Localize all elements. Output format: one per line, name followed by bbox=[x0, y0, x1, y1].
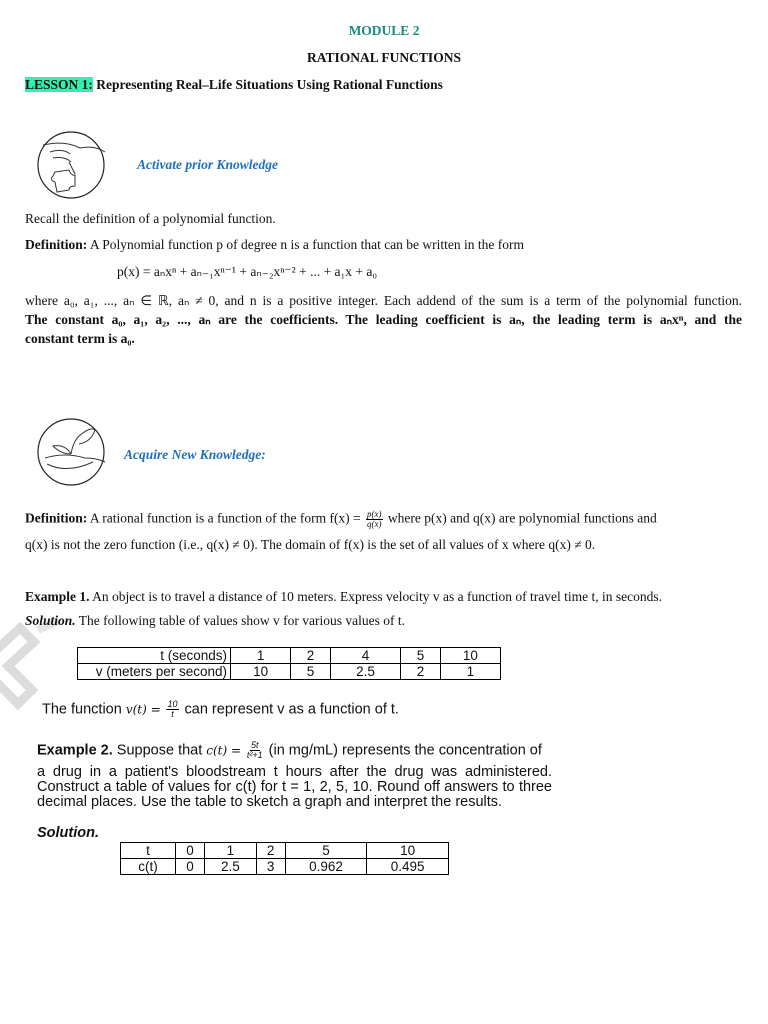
definition-label: Definition: bbox=[25, 237, 88, 252]
table-cell: 2 bbox=[256, 843, 285, 859]
text: can represent v as a function of t. bbox=[180, 701, 399, 718]
function-name: c(t) = bbox=[206, 743, 245, 758]
table-cell: 0.962 bbox=[285, 859, 367, 875]
rational-definition-line-2: q(x) is not the zero function (i.e., q(x) ≠ 0). The domain of f(x) is the set of all values of x where q(x) ≠ 0. bbox=[25, 537, 596, 552]
definition-text: A rational function is a function of the form f(x) = bbox=[87, 510, 365, 526]
page-title: RATIONAL FUNCTIONS bbox=[307, 50, 461, 65]
numerator: 10 bbox=[167, 699, 178, 709]
fraction bbox=[166, 700, 178, 719]
lesson-title: Representing Real–Life Situations Using Rational Functions bbox=[92, 77, 443, 92]
table-cell: 2.5 bbox=[330, 664, 400, 680]
concentration-table bbox=[120, 842, 449, 875]
definition-text: where p(x) and q(x) are polynomial functions and bbox=[384, 510, 657, 526]
table-row bbox=[121, 843, 449, 859]
example-2-solution-label: Solution. bbox=[37, 825, 100, 841]
lesson-heading bbox=[25, 77, 443, 93]
velocity-conclusion bbox=[42, 700, 399, 719]
table-cell: 5 bbox=[285, 843, 367, 859]
table-cell: 0 bbox=[176, 843, 205, 859]
table-cell: 1 bbox=[205, 843, 257, 859]
example-label: Example 1. bbox=[25, 589, 90, 604]
table-cell: 1 bbox=[440, 664, 500, 680]
table-row bbox=[121, 859, 449, 875]
text: (in mg/mL) represents the concentration of bbox=[264, 742, 542, 759]
example-2-line-3: Construct a table of values for c(t) for t = 1, 2, 5, 10. Round off answers to three bbox=[37, 779, 552, 795]
function-name: v(t) = bbox=[125, 702, 165, 717]
denominator: t²+1 bbox=[246, 750, 263, 760]
table-cell: 0.495 bbox=[367, 859, 449, 875]
table-cell: 0 bbox=[176, 859, 205, 875]
table-cell: 2 bbox=[291, 648, 331, 664]
solution-text: The following table of values show v for various values of t. bbox=[75, 613, 405, 628]
example-text: An object is to travel a distance of 10 meters. Express velocity v as a function of travel time t, in seconds. bbox=[89, 589, 662, 604]
table-cell: 4 bbox=[330, 648, 400, 664]
table-cell: c(t) bbox=[121, 859, 176, 875]
denominator: t bbox=[171, 709, 174, 719]
recall-text: Recall the definition of a polynomial function. bbox=[25, 211, 276, 226]
table-cell: 3 bbox=[256, 859, 285, 875]
example-1 bbox=[25, 589, 662, 605]
table-cell: 10 bbox=[367, 843, 449, 859]
numerator: p(x) bbox=[367, 509, 382, 519]
where-line-3: constant term is a₀. bbox=[25, 331, 135, 346]
solution-label: Solution. bbox=[25, 613, 76, 628]
table-cell: 2.5 bbox=[205, 859, 257, 875]
section-heading-activate: Activate prior Knowledge bbox=[137, 157, 278, 172]
polynomial-definition bbox=[25, 237, 524, 253]
table-cell: 1 bbox=[231, 648, 291, 664]
table-cell: 2 bbox=[401, 664, 441, 680]
example-2-line-1 bbox=[37, 741, 542, 760]
table-cell: v (meters per second) bbox=[78, 664, 231, 680]
table-cell: t bbox=[121, 843, 176, 859]
table-row bbox=[78, 664, 501, 680]
table-cell: t (seconds) bbox=[78, 648, 231, 664]
velocity-table bbox=[77, 647, 501, 680]
definition-label: Definition: bbox=[25, 510, 88, 526]
hand-plant-icon bbox=[35, 418, 107, 488]
section-heading-acquire: Acquire New Knowledge: bbox=[124, 447, 266, 462]
table-cell: 5 bbox=[291, 664, 331, 680]
numerator: 5t bbox=[251, 740, 259, 750]
table-cell: 10 bbox=[231, 664, 291, 680]
table-cell: 10 bbox=[440, 648, 500, 664]
polynomial-formula: p(x) = aₙxⁿ + aₙ₋₁xⁿ⁻¹ + aₙ₋₂xⁿ⁻² + ... + a₁x + a₀ bbox=[117, 264, 378, 279]
table-row bbox=[78, 648, 501, 664]
where-line-2: The constant a₀, a₁, a₂, ..., aₙ are the coefficients. The leading coefficient is aₙ, the leading term is aₙxⁿ, and the bbox=[25, 312, 742, 327]
text: Suppose that bbox=[112, 742, 207, 759]
fraction bbox=[247, 741, 263, 760]
definition-text: A Polynomial function p of degree n is a function that can be written in the form bbox=[87, 237, 525, 252]
module-label: MODULE 2 bbox=[348, 23, 420, 38]
example-2-line-2: a drug in a patient's bloodstream t hours after the drug was administered. bbox=[37, 764, 552, 780]
denominator: q(x) bbox=[367, 519, 382, 529]
example-2-line-4: decimal places. Use the table to sketch a graph and interpret the results. bbox=[37, 794, 503, 810]
where-line-1: where a₀, a₁, ..., aₙ ∈ ℝ, aₙ ≠ 0, and n is a positive integer. Each addend of the sum is a term of the polynomial function. bbox=[25, 293, 742, 308]
rational-definition-line-1 bbox=[25, 510, 657, 529]
fraction bbox=[366, 510, 383, 529]
example-label: Example 2. bbox=[37, 742, 113, 759]
text: The function bbox=[42, 701, 126, 718]
example-1-solution bbox=[25, 613, 405, 629]
hand-puzzle-icon bbox=[35, 130, 107, 200]
lesson-tag: LESSON 1: bbox=[25, 77, 93, 92]
table-cell: 5 bbox=[401, 648, 441, 664]
